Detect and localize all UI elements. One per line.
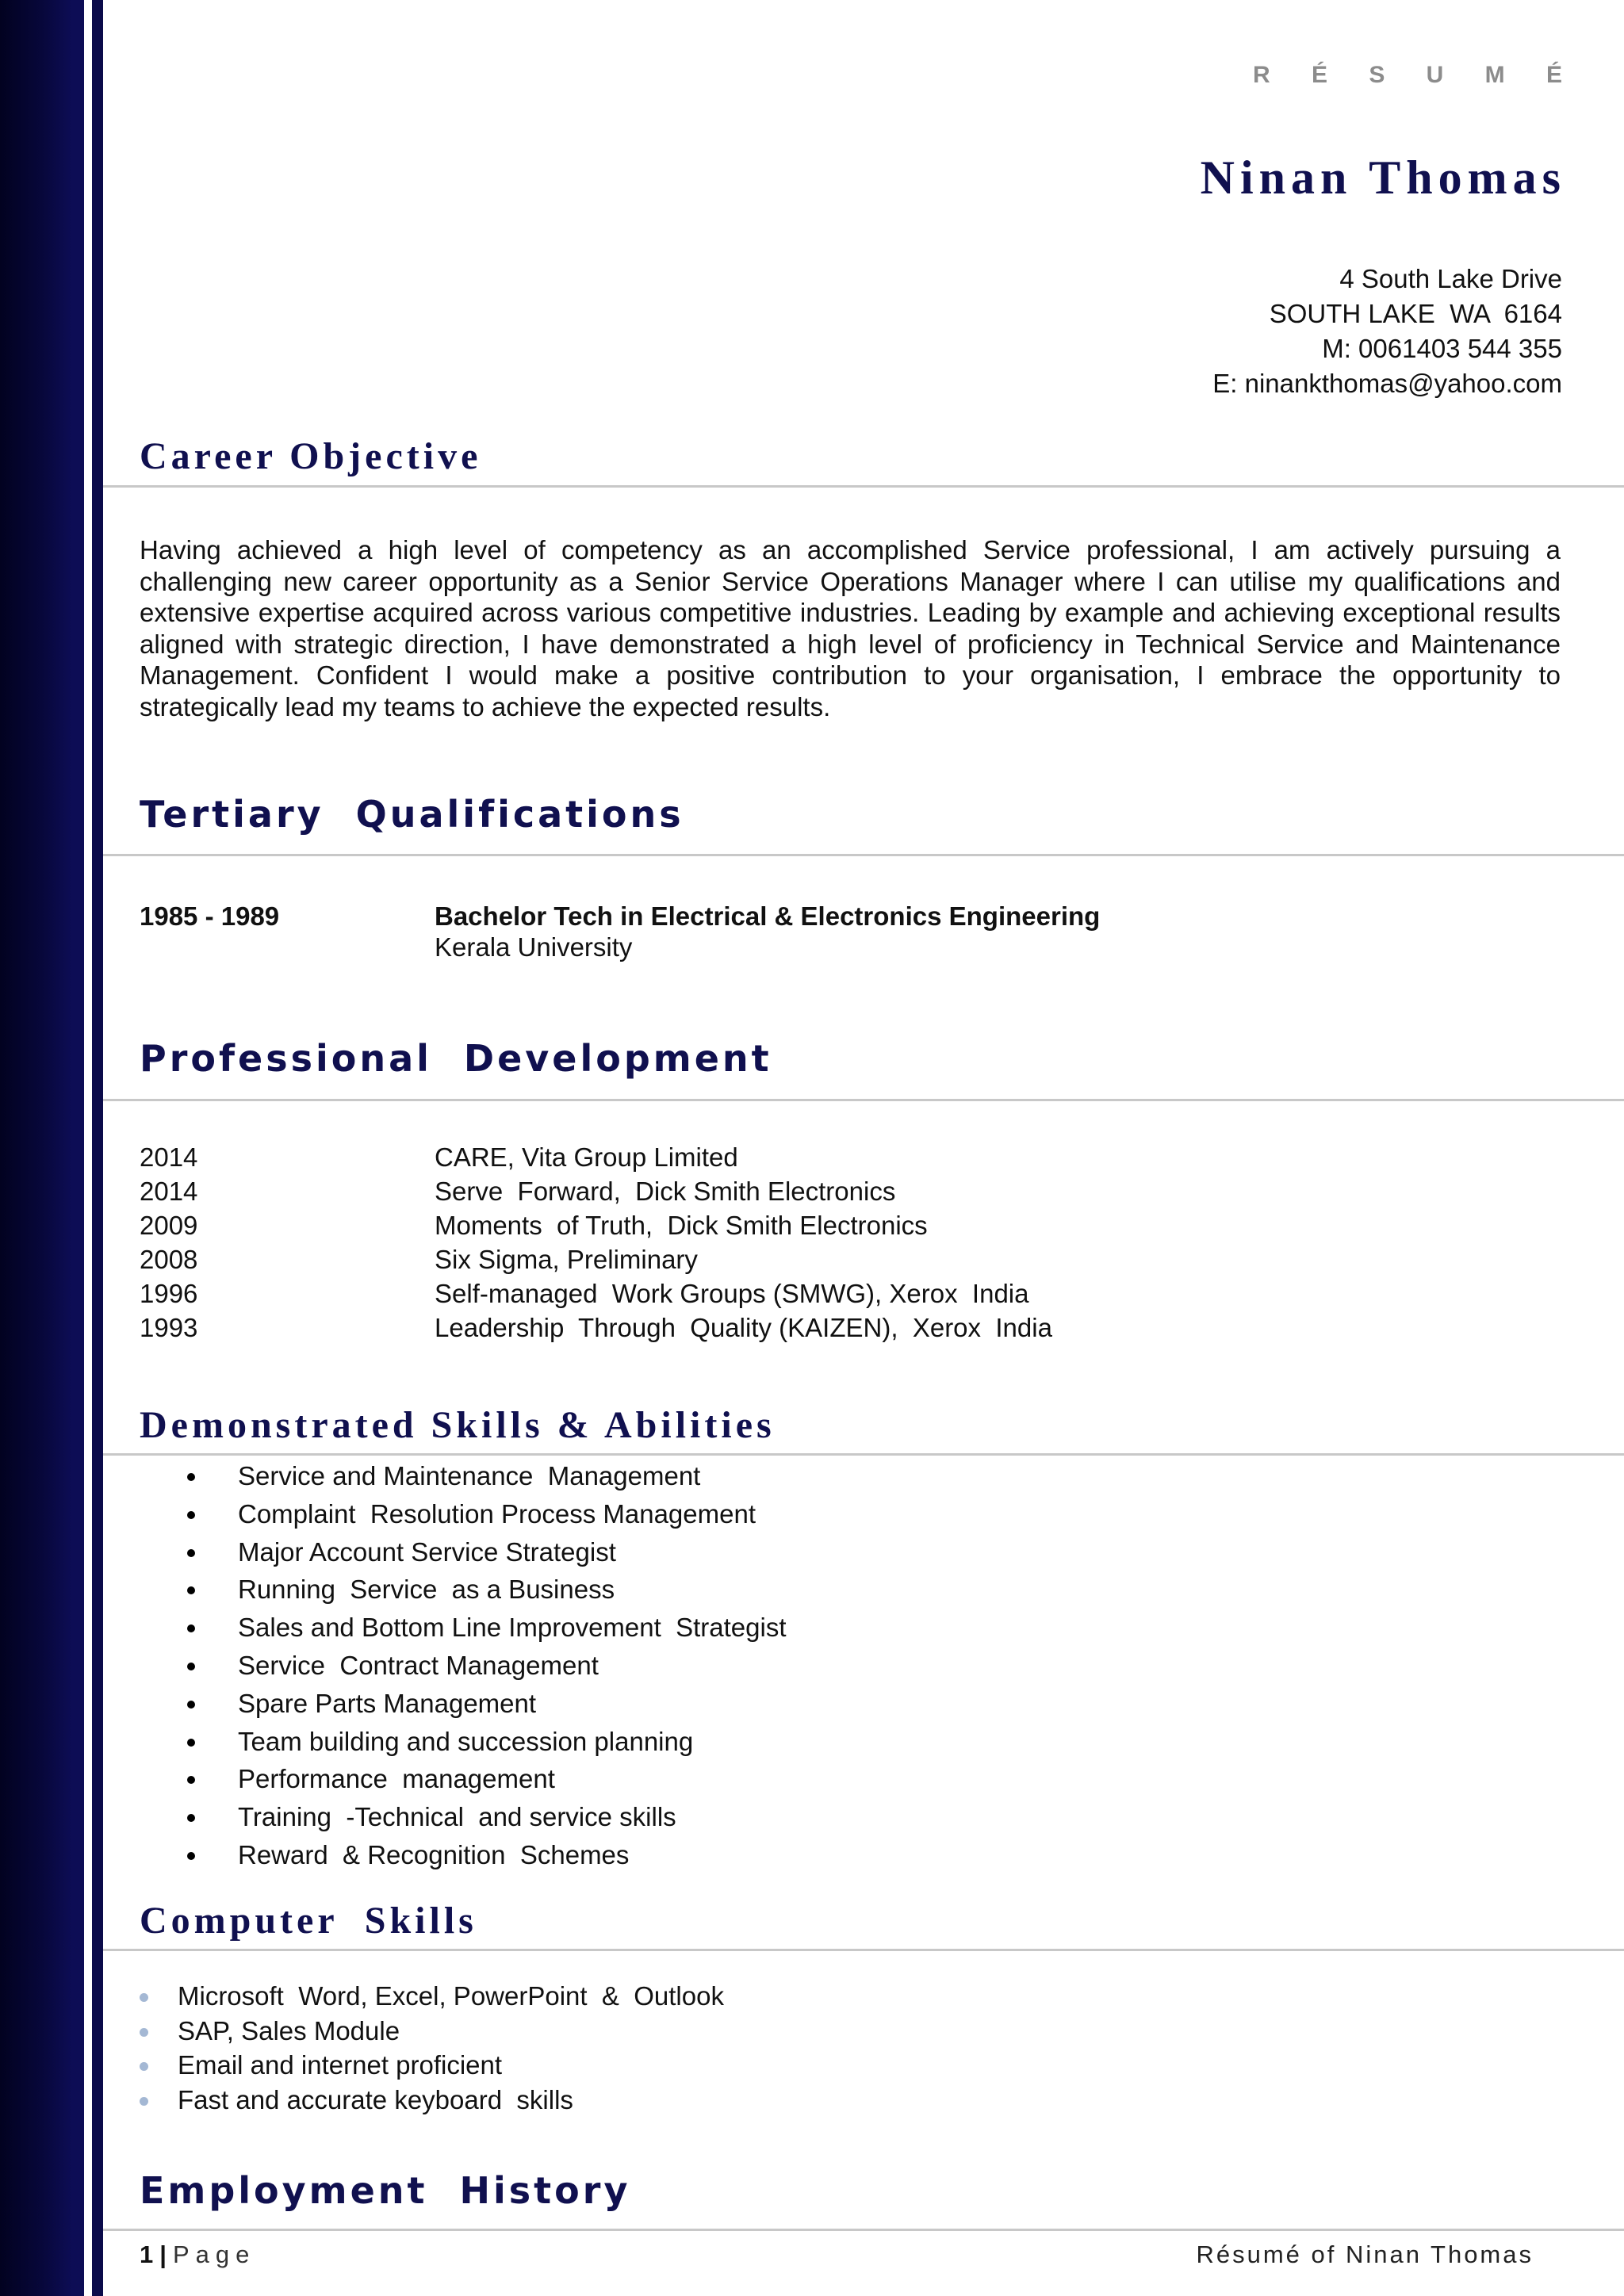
list-item	[187, 1495, 787, 1533]
computer-skills-list	[140, 1979, 724, 2117]
computer-skill-text: Fast and accurate keyboard skills	[178, 2084, 573, 2114]
skill-text: Team building and succession planning	[238, 1726, 694, 1756]
pd-year: 1996	[140, 1279, 198, 1308]
list-item	[187, 1798, 787, 1836]
skill-text: Sales and Bottom Line Improvement Strategist	[238, 1613, 787, 1643]
bullet-icon	[187, 1549, 195, 1557]
employment-history-heading: Employment History	[140, 2169, 631, 2212]
pd-course: Six Sigma, Preliminary	[435, 1245, 698, 1274]
list-item	[187, 1571, 787, 1609]
bullet-icon	[187, 1852, 195, 1860]
pd-course: CARE, Vita Group Limited	[435, 1142, 738, 1172]
bullet-icon	[140, 2028, 148, 2037]
computer-skill-text: SAP, Sales Module	[178, 2015, 400, 2045]
list-item	[140, 2048, 724, 2083]
list-item	[187, 1533, 787, 1571]
list-item	[140, 2014, 724, 2049]
computer-skill-text: Microsoft Word, Excel, PowerPoint & Outlook	[178, 1981, 724, 2011]
pd-year: 2009	[140, 1211, 198, 1240]
skill-text: Training -Technical and service skills	[238, 1802, 676, 1832]
pd-course: Serve Forward, Dick Smith Electronics	[435, 1177, 896, 1206]
skill-text: Spare Parts Management	[238, 1688, 537, 1718]
pd-course: Leadership Through Quality (KAIZEN), Xerox India	[435, 1313, 1052, 1342]
career-objective-text: Having achieved a high level of competency as an accomplished Service professional, I am actively pursuing a challenging new career opportunity as a Senior Service Operations Manager where I can utilise my qualifications and extensive expertise acquired across various competitive industries. Leading by example and achieving exceptional results aligned with strategic direction, I have demonstrated a high level of proficiency in Technical Service and Maintenance Management. Confident I would make a positive contribution to your organisation, I embrace the opportunity to strategically lead my teams to achieve the expected results.	[140, 535, 1561, 721]
pd-year: 2008	[140, 1245, 198, 1274]
bullet-icon	[187, 1511, 195, 1519]
qualification-institution: Kerala University	[435, 932, 633, 962]
list-item	[140, 2083, 724, 2118]
skill-text: Performance management	[238, 1764, 555, 1794]
address-line-1: 4 South Lake Drive	[1339, 264, 1562, 293]
pd-course: Moments of Truth, Dick Smith Electronics	[435, 1211, 928, 1240]
qualifications-heading: Tertiary Qualifications	[140, 793, 684, 836]
computer-skill-text: Email and internet proficient	[178, 2050, 503, 2080]
list-item	[187, 1609, 787, 1647]
bullet-icon	[140, 2097, 148, 2106]
career-objective-heading: Career Objective	[140, 435, 482, 477]
skills-list	[187, 1457, 787, 1874]
bullet-icon	[187, 1776, 195, 1784]
list-item	[187, 1723, 787, 1761]
list-item	[187, 1457, 787, 1495]
sidebar-gap-line	[84, 0, 92, 2296]
pd-year: 1993	[140, 1313, 198, 1342]
footer-rule	[103, 2229, 1624, 2231]
skill-text: Complaint Resolution Process Management	[238, 1498, 756, 1529]
sidebar-edge-band	[92, 0, 103, 2296]
bullet-icon	[140, 2062, 148, 2071]
page-number-footer	[140, 2241, 255, 2269]
pd-course: Self-managed Work Groups (SMWG), Xerox India	[435, 1279, 1029, 1308]
footer-separator: |	[159, 2241, 167, 2268]
list-item	[187, 1760, 787, 1798]
qualification-years: 1985 - 1989	[140, 901, 280, 931]
qualification-degree: Bachelor Tech in Electrical & Electronics Engineering	[435, 901, 1101, 931]
list-item	[187, 1647, 787, 1685]
bullet-icon	[187, 1701, 195, 1709]
computer-skills-rule	[103, 1949, 1624, 1951]
address-line-2: SOUTH LAKE WA 6164	[1269, 299, 1562, 328]
career-objective-rule	[103, 485, 1624, 488]
footer-document-title: Résumé of Ninan Thomas	[1196, 2241, 1534, 2268]
contact-block	[1212, 262, 1562, 401]
list-item	[187, 1685, 787, 1723]
bullet-icon	[187, 1586, 195, 1594]
skills-rule	[103, 1453, 1624, 1456]
professional-development-heading: Professional Development	[140, 1037, 772, 1080]
bullet-icon	[140, 1993, 148, 2002]
bullet-icon	[187, 1739, 195, 1747]
page-word: Page	[172, 2241, 256, 2268]
skills-heading: Demonstrated Skills & Abilities	[140, 1404, 776, 1446]
resume-label: R É S U M É	[1252, 62, 1580, 88]
candidate-name: Ninan Thomas	[1200, 151, 1566, 204]
pd-year: 2014	[140, 1142, 198, 1172]
skill-text: Reward & Recognition Schemes	[238, 1839, 630, 1869]
list-item	[187, 1836, 787, 1874]
bullet-icon	[187, 1663, 195, 1670]
page-number: 1	[140, 2241, 154, 2268]
professional-development-rule	[103, 1099, 1624, 1101]
computer-skills-heading: Computer Skills	[140, 1900, 477, 1942]
qualifications-rule	[103, 854, 1624, 856]
pd-year: 2014	[140, 1177, 198, 1206]
skill-text: Service Contract Management	[238, 1650, 599, 1680]
list-item	[140, 1979, 724, 2014]
skill-text: Service and Maintenance Management	[238, 1461, 701, 1490]
bullet-icon	[187, 1473, 195, 1481]
skill-text: Major Account Service Strategist	[238, 1536, 616, 1567]
bullet-icon	[187, 1624, 195, 1632]
mobile-number: M: 0061403 544 355	[1322, 334, 1562, 363]
bullet-icon	[187, 1814, 195, 1822]
skill-text: Running Service as a Business	[238, 1575, 615, 1605]
email-address: E: ninankthomas@yahoo.com	[1212, 369, 1562, 398]
